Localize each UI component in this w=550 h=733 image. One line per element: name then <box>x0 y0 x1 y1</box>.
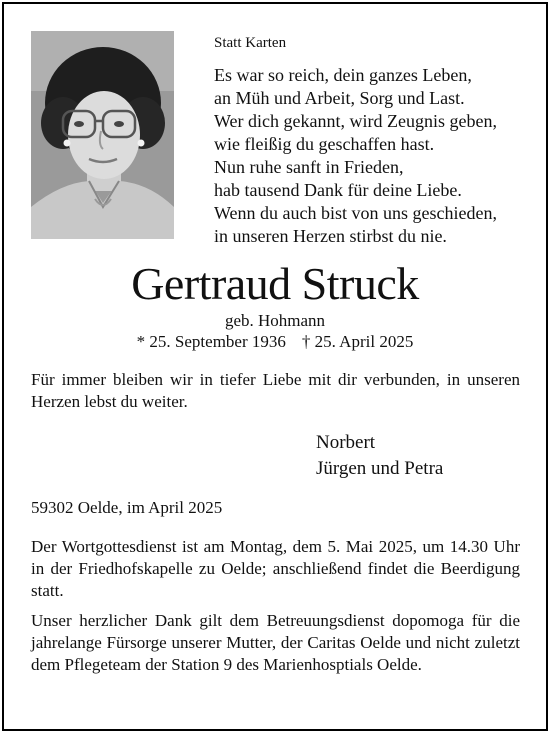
poem <box>214 64 497 248</box>
poem-line: Wer dich gekannt, wird Zeugnis geben, <box>214 111 497 131</box>
signer: Norbert <box>316 432 376 453</box>
poem-line: Nun ruhe sanft in Frieden, <box>214 157 404 177</box>
poem-line: Es war so reich, dein ganzes Leben, <box>214 65 472 85</box>
poem-line: an Müh und Arbeit, Sorg und Last. <box>214 88 465 108</box>
tribute-text: Für immer bleiben wir in tiefer Liebe mit dir verbunden, in unseren Herzen lebst du weiter. <box>31 370 520 411</box>
poem-line: Wenn du auch bist von uns geschieden, <box>214 203 497 223</box>
thanks-text: Unser herzlicher Dank gilt dem Betreuungsdienst dopomoga für die jahrelange Fürsorge unserer Mutter, der Caritas Oelde und nicht zuletzt dem Pflegeteam der Station 9 des Marienhosptials Oelde. <box>31 611 520 674</box>
poem-line: in unseren Herzen stirbst du nie. <box>214 226 447 246</box>
signer: Jürgen und Petra <box>316 458 444 479</box>
statt-karten-label: Statt Karten <box>214 35 287 51</box>
signers <box>316 430 443 482</box>
service-info: Der Wortgottesdienst ist am Montag, dem 5. Mai 2025, um 14.30 Uhr in der Friedhofskapelle zu Oelde; anschließend findet die Beerdigung statt. <box>31 537 520 600</box>
life-dates <box>0 331 550 353</box>
death-date: † 25. April 2025 <box>301 332 414 351</box>
poem-line: hab tausend Dank für deine Liebe. <box>214 180 462 200</box>
deceased-name: Gertraud Struck <box>131 258 419 309</box>
place-date: 59302 Oelde, im April 2025 <box>31 498 223 517</box>
poem-line: wie fleißig du geschaffen hast. <box>214 134 435 154</box>
portrait-photo <box>31 31 174 239</box>
birth-date: * 25. September 1936 <box>136 332 286 351</box>
born-name: geb. Hohmann <box>224 311 326 330</box>
